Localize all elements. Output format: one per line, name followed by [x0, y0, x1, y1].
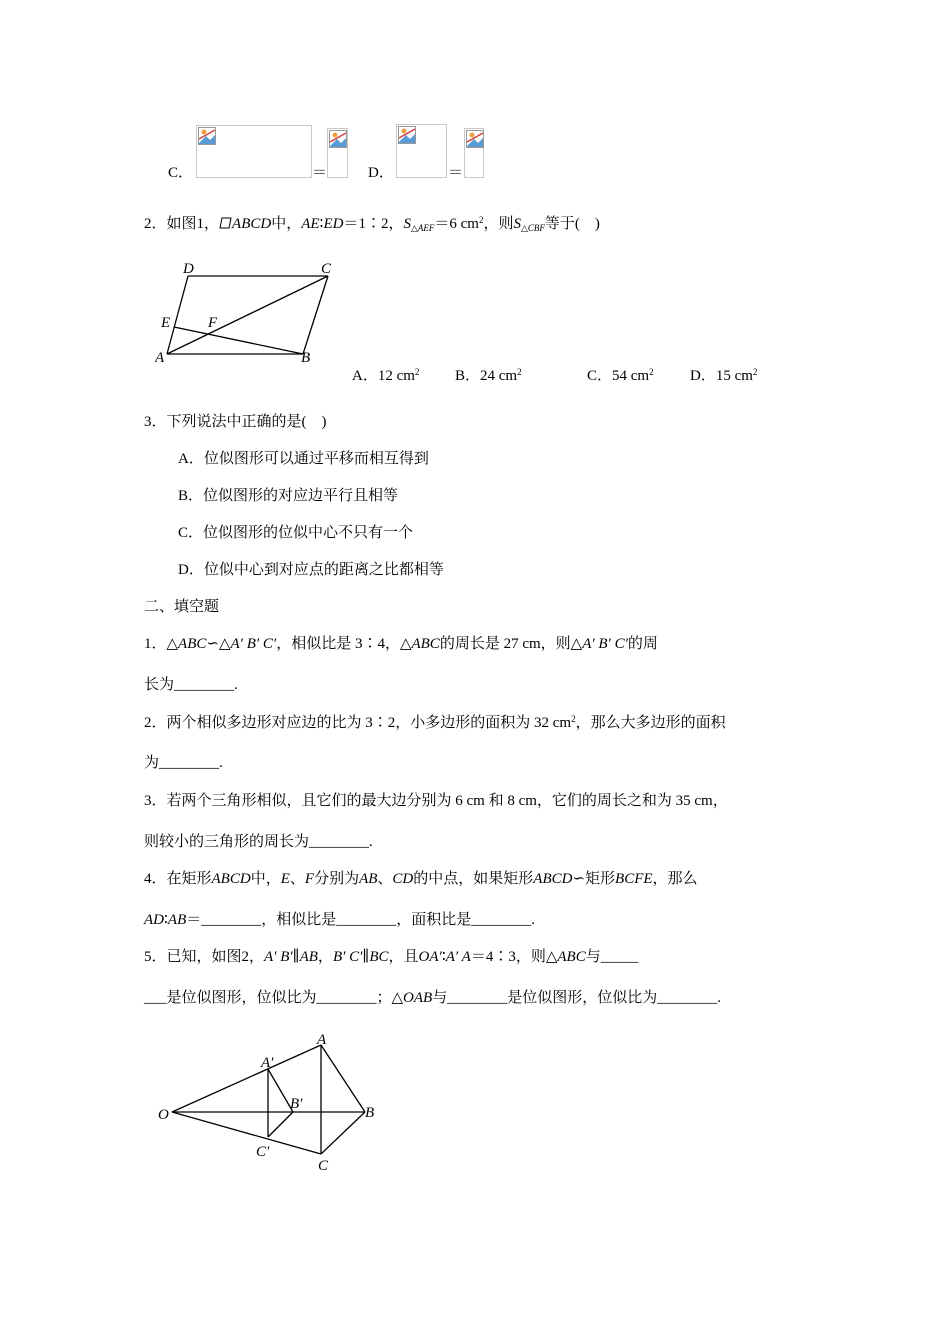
label-C: C	[321, 261, 332, 277]
fill-3-line-2: 则较小的三角形的周长为________.	[144, 834, 373, 850]
broken-image-icon	[398, 126, 416, 144]
q3-option-d: D．位似中心到对应点的距离之比都相等	[178, 562, 444, 578]
label-D: D	[183, 261, 194, 277]
fill-2-line-1: 2．两个相似多边形对应边的比为 3∶2，小多边形的面积为 32 $cm^2$，那么大多边形的面积	[144, 714, 726, 731]
q3-option-c: C．位似图形的位似中心不只有一个	[178, 525, 414, 541]
fill-1-line-2: 长为________.	[144, 677, 238, 693]
broken-image-placeholder	[327, 128, 348, 178]
label-E: E	[161, 315, 171, 331]
label-C-prime: C′	[256, 1144, 270, 1160]
question-3-stem: 3．下列说法中正确的是( )	[144, 414, 327, 430]
fill-1-line-1: 1．△ABC∽△A′ B′ C′，相似比是 3∶4，△ABC的周长是 27 cm，则△A′ B′ C′的周	[144, 636, 658, 652]
q2-option-a: A．12 $cm^2$	[352, 367, 420, 384]
label-B-prime: B′	[290, 1096, 303, 1112]
label-B: B	[301, 350, 311, 366]
q2-option-b: B．24 $cm^2$	[455, 367, 522, 384]
q2-option-d: D．15 $cm^2$	[690, 367, 758, 384]
fill-2-line-2: 为________.	[144, 755, 223, 771]
q3-option-a: A．位似图形可以通过平移而相互得到	[178, 451, 429, 467]
q3-option-b: B．位似图形的对应边平行且相等	[178, 488, 399, 504]
equals-sign: ＝	[448, 165, 464, 181]
equals-sign: ＝	[312, 165, 328, 181]
fill-4-line-1: 4．在矩形ABCD中，E、F分别为AB、CD的中点，如果矩形ABCD∽矩形BCFE，那么	[144, 871, 698, 887]
fill-3-line-1: 3．若两个三角形相似，且它们的最大边分别为 6 cm 和 8 cm，它们的周长之和为 35 cm，	[144, 793, 728, 809]
fill-4-line-2: AD∶AB＝________，相似比是________，面积比是________.	[144, 912, 535, 928]
section-title: 二、填空题	[144, 599, 220, 615]
broken-image-icon	[466, 130, 484, 148]
q2-option-c: C．54 $cm^2$	[587, 367, 654, 384]
label-F: F	[208, 315, 218, 331]
label-B: B	[365, 1105, 375, 1121]
question-2-stem: 2．如图1， ABCD中，AE∶ED＝1∶2，$S_{\triangle AEF}=6$ $cm^2$，则$S_{\triangle CBF}$等于( )	[144, 215, 600, 233]
label-A: A	[317, 1032, 327, 1048]
figure-2-homothety	[155, 1030, 385, 1175]
broken-image-icon	[329, 130, 347, 148]
parallelogram-icon	[219, 217, 232, 229]
option-d-label: D．	[368, 165, 394, 181]
broken-image-placeholder	[464, 128, 484, 178]
broken-image-placeholder	[396, 124, 447, 178]
figure-1-parallelogram	[155, 258, 340, 366]
fill-5-line-2: ___是位似图形，位似比为________；△OAB与________是位似图形，位似比为________.	[144, 990, 721, 1006]
label-O: O	[158, 1107, 169, 1123]
broken-image-placeholder	[196, 125, 312, 178]
option-c-label: C．	[168, 165, 194, 181]
label-A: A	[155, 350, 165, 366]
broken-image-icon	[198, 127, 216, 145]
label-C: C	[318, 1158, 329, 1174]
fill-5-line-1: 5．已知，如图2，A′ B′∥AB，B′ C′∥BC，且OA′∶A′ A＝4∶3，则△ABC与_____	[144, 949, 639, 965]
label-A-prime: A′	[261, 1055, 274, 1071]
